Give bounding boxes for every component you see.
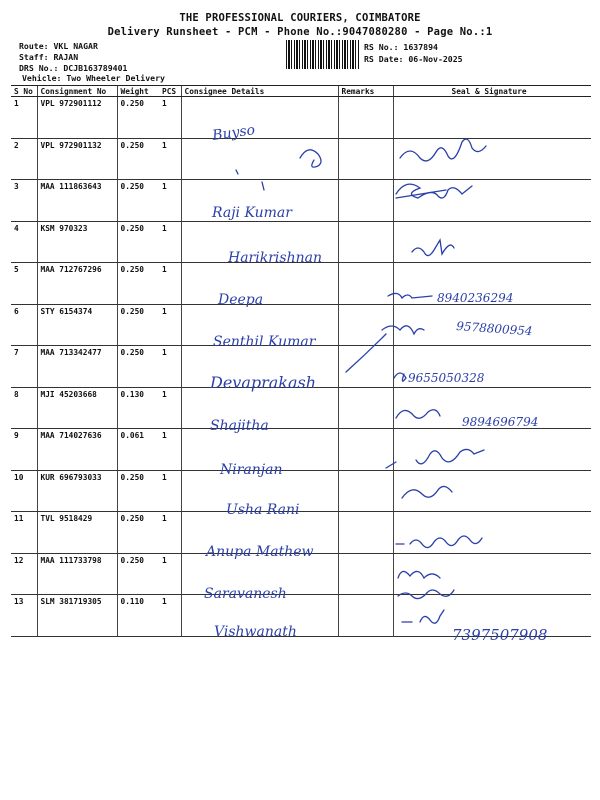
handwritten-phone: 9578800954 xyxy=(455,319,533,339)
handwritten-name: Niranjan xyxy=(220,462,283,478)
header-signature: Seal & Signature xyxy=(393,86,591,97)
cell-consignee xyxy=(181,138,338,180)
cell-consignee xyxy=(181,346,338,388)
handwritten-name: Harikrishnan xyxy=(228,250,322,266)
header-consignment: Consignment No xyxy=(37,86,117,97)
handwritten-name: Shajitha xyxy=(210,418,269,434)
cell-consignee xyxy=(181,263,338,305)
cell-consignee xyxy=(181,180,338,222)
cell-consignment: MAA 714027636 xyxy=(37,429,117,471)
cell-weight: 0.130 xyxy=(117,387,159,429)
cell-consignment: KUR 696793033 xyxy=(37,470,117,512)
cell-remarks xyxy=(338,346,393,388)
cell-consignee xyxy=(181,470,338,512)
table-row xyxy=(11,595,591,637)
rs-date: RS Date: 06-Nov-2025 xyxy=(364,54,463,64)
cell-weight: 0.110 xyxy=(117,595,159,637)
cell-sno: 5 xyxy=(11,263,37,305)
cell-consignment: MAA 712767296 xyxy=(37,263,117,305)
cell-sno: 12 xyxy=(11,553,37,595)
handwritten-name: Devaprakash xyxy=(210,373,317,392)
cell-signature xyxy=(393,387,591,429)
cell-weight: 0.061 xyxy=(117,429,159,471)
handwritten-name: Buyso xyxy=(211,122,256,144)
header-pcs: PCS xyxy=(159,86,181,97)
cell-sno: 4 xyxy=(11,221,37,263)
cell-signature xyxy=(393,512,591,554)
table-row xyxy=(11,346,591,388)
cell-remarks xyxy=(338,97,393,139)
table-row xyxy=(11,221,591,263)
cell-remarks xyxy=(338,221,393,263)
table-row xyxy=(11,553,591,595)
staff-label: Staff: RAJAN xyxy=(19,52,79,62)
runsheet-subtitle: Delivery Runsheet - PCM - Phone No.:9047080280 - Page No.:1 xyxy=(107,26,493,38)
cell-consignment: VPL 972901112 xyxy=(37,97,117,139)
cell-sno: 8 xyxy=(11,387,37,429)
cell-consignment: MJI 45203668 xyxy=(37,387,117,429)
cell-weight: 0.250 xyxy=(117,512,159,554)
cell-remarks xyxy=(338,512,393,554)
table-row xyxy=(11,387,591,429)
cell-sno: 11 xyxy=(11,512,37,554)
cell-pcs: 1 xyxy=(159,595,181,637)
cell-sno: 1 xyxy=(11,97,37,139)
cell-signature xyxy=(393,553,591,595)
drs-label: DRS No.: DCJB163789401 xyxy=(19,63,128,73)
cell-signature xyxy=(393,346,591,388)
cell-consignment: TVL 9518429 xyxy=(37,512,117,554)
cell-signature xyxy=(393,304,591,346)
handwritten-phone: 8940236294 xyxy=(437,291,514,305)
cell-consignee xyxy=(181,221,338,263)
cell-signature xyxy=(393,138,591,180)
header-remarks: Remarks xyxy=(338,86,393,97)
cell-remarks xyxy=(338,553,393,595)
cell-pcs: 1 xyxy=(159,429,181,471)
cell-signature xyxy=(393,595,591,637)
handwritten-name: Anupa Mathew xyxy=(206,544,314,560)
cell-sno: 2 xyxy=(11,138,37,180)
cell-pcs: 1 xyxy=(159,512,181,554)
cell-consignment: KSM 970323 xyxy=(37,221,117,263)
handwritten-phone: 7397507908 xyxy=(452,626,548,644)
cell-weight: 0.250 xyxy=(117,553,159,595)
table-header-row xyxy=(11,86,591,97)
cell-remarks xyxy=(338,263,393,305)
cell-remarks xyxy=(338,138,393,180)
cell-pcs: 1 xyxy=(159,387,181,429)
cell-pcs: 1 xyxy=(159,304,181,346)
cell-weight: 0.250 xyxy=(117,470,159,512)
cell-signature xyxy=(393,429,591,471)
handwritten-phone: 9894696794 xyxy=(462,415,539,429)
table-row xyxy=(11,470,591,512)
cell-weight: 0.250 xyxy=(117,138,159,180)
header-sno: S No xyxy=(11,86,37,97)
cell-sno: 6 xyxy=(11,304,37,346)
handwritten-name: Raji Kumar xyxy=(212,205,292,221)
cell-consignment: VPL 972901132 xyxy=(37,138,117,180)
cell-sno: 10 xyxy=(11,470,37,512)
header-weight: Weight xyxy=(117,86,159,97)
cell-sno: 13 xyxy=(11,595,37,637)
cell-remarks xyxy=(338,595,393,637)
table-row xyxy=(11,512,591,554)
cell-consignment: MAA 111733798 xyxy=(37,553,117,595)
cell-pcs: 1 xyxy=(159,221,181,263)
cell-weight: 0.250 xyxy=(117,221,159,263)
handwritten-name: Senthil Kumar xyxy=(213,334,316,350)
cell-consignment: STY 6154374 xyxy=(37,304,117,346)
cell-consignment: MAA 713342477 xyxy=(37,346,117,388)
cell-consignee xyxy=(181,97,338,139)
vehicle-label: Vehicle: Two Wheeler Delivery xyxy=(22,73,165,83)
cell-remarks xyxy=(338,470,393,512)
cell-pcs: 1 xyxy=(159,138,181,180)
cell-signature xyxy=(393,263,591,305)
cell-signature xyxy=(393,470,591,512)
route-label: Route: VKL NAGAR xyxy=(19,41,98,51)
cell-consignment: MAA 111863643 xyxy=(37,180,117,222)
cell-weight: 0.250 xyxy=(117,304,159,346)
cell-pcs: 1 xyxy=(159,97,181,139)
cell-signature xyxy=(393,180,591,222)
table-row xyxy=(11,97,591,139)
cell-remarks xyxy=(338,304,393,346)
cell-consignee xyxy=(181,387,338,429)
cell-weight: 0.250 xyxy=(117,346,159,388)
rs-number: RS No.: 1637894 xyxy=(364,42,438,52)
cell-consignee xyxy=(181,595,338,637)
table-row xyxy=(11,304,591,346)
cell-sno: 9 xyxy=(11,429,37,471)
table-row xyxy=(11,138,591,180)
cell-pcs: 1 xyxy=(159,346,181,388)
cell-pcs: 1 xyxy=(159,180,181,222)
company-title: THE PROFESSIONAL COURIERS, COIMBATORE xyxy=(179,12,421,24)
cell-pcs: 1 xyxy=(159,470,181,512)
cell-pcs: 1 xyxy=(159,553,181,595)
cell-consignee xyxy=(181,304,338,346)
cell-consignee xyxy=(181,512,338,554)
cell-weight: 0.250 xyxy=(117,180,159,222)
cell-weight: 0.250 xyxy=(117,97,159,139)
handwritten-name: Saravanesh xyxy=(204,586,287,602)
cell-remarks xyxy=(338,180,393,222)
cell-sno: 7 xyxy=(11,346,37,388)
handwritten-name: Vishwanath xyxy=(214,624,297,640)
cell-consignee xyxy=(181,553,338,595)
cell-signature xyxy=(393,221,591,263)
table-row xyxy=(11,429,591,471)
header-consignee: Consignee Details xyxy=(181,86,338,97)
table-row xyxy=(11,180,591,222)
cell-consignee xyxy=(181,429,338,471)
cell-remarks xyxy=(338,387,393,429)
handwritten-name: Usha Rani xyxy=(226,502,300,518)
barcode-image xyxy=(286,40,359,69)
handwritten-phone: 9655050328 xyxy=(408,371,485,385)
cell-consignment: SLM 381719305 xyxy=(37,595,117,637)
cell-weight: 0.250 xyxy=(117,263,159,305)
table-row xyxy=(11,263,591,305)
cell-signature xyxy=(393,97,591,139)
runsheet-table xyxy=(11,85,591,637)
cell-sno: 3 xyxy=(11,180,37,222)
cell-pcs: 1 xyxy=(159,263,181,305)
cell-remarks xyxy=(338,429,393,471)
handwritten-name: Deepa xyxy=(218,292,264,308)
